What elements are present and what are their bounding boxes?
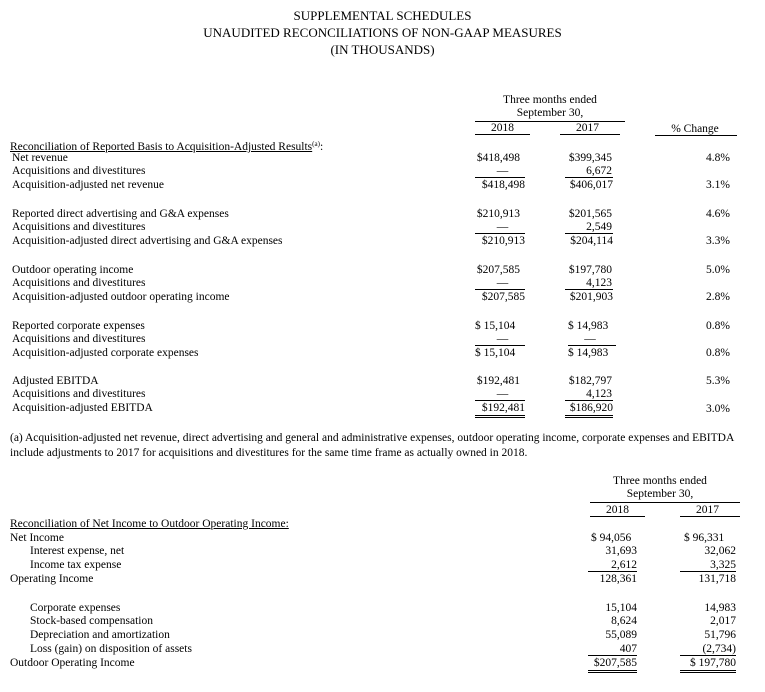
t1-col-2018: 2018 (491, 122, 514, 134)
t1-period-line1: Three months ended (503, 94, 597, 106)
t1-row-label: Acquisitions and divestitures (12, 388, 146, 400)
t1-col-2017-rule (560, 134, 620, 135)
t1-row-label: Acquisitions and divestitures (12, 221, 146, 233)
t2-period-line1: Three months ended (613, 475, 707, 487)
t1-col-2018-rule (475, 134, 530, 135)
t2-period-line2: September 30, (626, 488, 694, 500)
t1-row-2017: $201,903 (565, 289, 613, 304)
t2-row-2018: $ 94,056 (591, 532, 632, 544)
t1-row-pct: 3.1% (706, 179, 730, 191)
t2-row-label: Loss (gain) on disposition of assets (30, 643, 192, 655)
t1-row-2017: $406,017 (565, 177, 613, 192)
t1-row-2018: — (496, 388, 509, 400)
t1-row-label: Acquisitions and divestitures (12, 333, 146, 345)
t1-row-2017: $201,565 (568, 208, 612, 220)
t1-row-2018: $418,498 (475, 177, 525, 192)
t1-row-label: Acquisitions and divestitures (12, 277, 146, 289)
t1-row-label: Acquisition-adjusted corporate expenses (12, 347, 199, 359)
t1-row-label: Acquisition-adjusted outdoor operating income (12, 291, 230, 303)
t1-row-2017: $ 14,983 (568, 345, 616, 360)
t2-row-2017: $ 96,331 (684, 532, 725, 544)
t1-row-2017: — (584, 333, 596, 345)
t2-col-2018-rule (590, 516, 645, 517)
t1-row-2017: $204,114 (565, 233, 613, 248)
t2-row-label: Operating Income (10, 573, 94, 585)
t1-row-label: Acquisition-adjusted direct advertising and G&A expenses (12, 235, 283, 247)
t1-row-2018: — (496, 333, 509, 345)
t1-row-pct: 0.8% (706, 347, 730, 359)
t1-row-2018: $ 15,104 (475, 345, 525, 360)
t1-row-2018: $192,481 (475, 400, 525, 418)
t1-row-2017: $186,920 (565, 400, 613, 418)
t2-row-label: Net Income (10, 532, 64, 544)
t1-row-label: Reported corporate expenses (12, 320, 145, 332)
t1-row-2017: 4,123 (586, 388, 612, 400)
t2-row-2017: 3,325 (710, 559, 736, 571)
t1-col-2017: 2017 (576, 122, 599, 134)
t1-row-2018: $207,585 (475, 289, 525, 304)
t2-row-2017: 2,017 (710, 615, 736, 627)
t2-row-2017: (2,734) (702, 643, 736, 655)
t1-row-pct: 0.8% (706, 320, 730, 332)
t2-row-label: Outdoor Operating Income (10, 657, 135, 669)
t2-row-2017: 14,983 (704, 602, 736, 614)
t1-row-2017: 4,123 (586, 277, 612, 289)
t1-row-pct: 4.8% (706, 152, 730, 164)
t2-row-label: Corporate expenses (30, 602, 121, 614)
t1-row-2017: $182,797 (568, 375, 612, 387)
t1-col-change-rule (655, 135, 737, 136)
t1-row-label: Acquisition-adjusted net revenue (12, 179, 165, 191)
t1-row-pct: 4.6% (706, 208, 730, 220)
t1-row-label: Acquisition-adjusted EBITDA (12, 402, 153, 414)
t2-row-2017: 51,796 (704, 629, 736, 641)
t1-row-2018: $210,913 (476, 208, 520, 220)
t1-row-2018: $207,585 (476, 264, 520, 276)
t2-row-2018: 15,104 (605, 602, 637, 614)
report-units: (IN THOUSANDS) (330, 42, 435, 57)
t2-row-2018: 31,693 (605, 545, 637, 557)
t2-row-2017: 131,718 (680, 571, 736, 586)
t1-row-label: Net revenue (12, 152, 68, 164)
t1-row-2017: 2,549 (586, 221, 612, 233)
t2-row-2018: $207,585 (588, 655, 637, 673)
t1-row-pct: 3.3% (706, 235, 730, 247)
t1-row-2017: $399,345 (568, 152, 612, 164)
t2-row-2017: 32,062 (704, 545, 736, 557)
t1-row-2018: — (496, 165, 509, 177)
t1-row-2018: — (496, 221, 509, 233)
report-title: SUPPLEMENTAL SCHEDULES (293, 8, 472, 23)
t1-row-label: Adjusted EBITDA (12, 375, 99, 387)
t2-col-2017: 2017 (696, 504, 719, 516)
t2-row-2018: 8,624 (611, 615, 637, 627)
t2-row-label: Income tax expense (30, 559, 122, 571)
t1-row-pct: 5.3% (706, 375, 730, 387)
t2-row-2018: 2,612 (611, 559, 637, 571)
t1-period-line2: September 30, (516, 107, 584, 119)
t2-col-2018: 2018 (606, 504, 629, 516)
t1-row-pct: 3.0% (706, 403, 730, 415)
t1-row-label: Outdoor operating income (12, 264, 134, 276)
t1-row-2018: $418,498 (476, 152, 520, 164)
t1-col-change: % Change (671, 123, 719, 135)
t1-row-2018: — (496, 277, 509, 289)
t2-row-2018: 407 (619, 643, 637, 655)
t1-row-2017: $197,780 (568, 264, 612, 276)
t1-section-title: Reconciliation of Reported Basis to Acquisition-Adjusted Results$^{(a)}$: (10, 140, 324, 153)
t2-row-label: Interest expense, net (30, 545, 125, 557)
t1-row-2017: $ 14,983 (568, 320, 609, 332)
t1-row-2018: $ 15,104 (475, 320, 516, 332)
t1-row-pct: 5.0% (706, 264, 730, 276)
t2-row-2018: 128,361 (588, 571, 637, 586)
t1-row-2018: $192,481 (476, 375, 520, 387)
t1-footnote: (a) Acquisition-adjusted net revenue, direct advertising and general and administrative expenses, outdoor operating income, corporate expenses and EBITDA include adjustments to 2017 for acquisitions and divestitures for the same time frame as actually owned in 2018. (10, 432, 734, 459)
report-subtitle: UNAUDITED RECONCILIATIONS OF NON-GAAP MEASURES (203, 25, 562, 40)
t1-row-label: Reported direct advertising and G&A expenses (12, 208, 229, 220)
t2-col-2017-rule (680, 516, 740, 517)
t2-row-label: Stock-based compensation (30, 615, 153, 627)
t2-row-2018: 55,089 (605, 629, 637, 641)
t2-row-2017: $ 197,780 (680, 655, 736, 673)
t2-row-label: Depreciation and amortization (30, 629, 170, 641)
t1-row-label: Acquisitions and divestitures (12, 165, 146, 177)
t1-row-pct: 2.8% (706, 291, 730, 303)
t1-row-2018: $210,913 (475, 233, 525, 248)
t1-row-2017: 6,672 (586, 165, 612, 177)
t2-section-title: Reconciliation of Net Income to Outdoor Operating Income: (10, 518, 289, 530)
